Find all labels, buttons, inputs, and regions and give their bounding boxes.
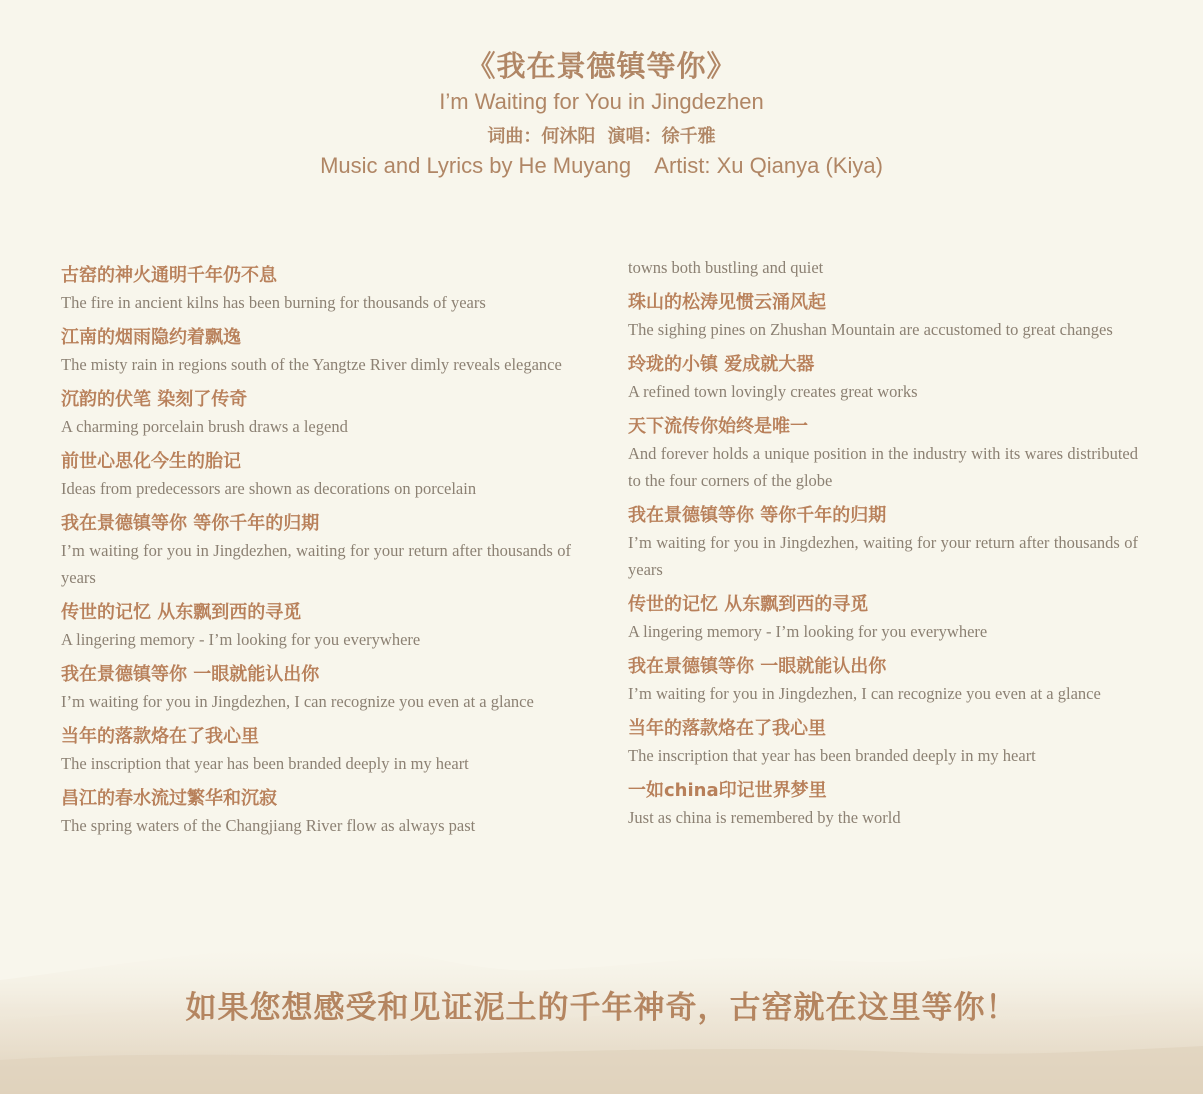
lyric-english: A charming porcelain brush draws a legend	[61, 417, 348, 436]
lyric-english: The inscription that year has been branded deeply in my heart	[628, 746, 1036, 765]
lyric-stanza	[628, 414, 1138, 494]
lyric-stanza	[61, 724, 571, 777]
lyric-chinese: 前世心思化今生的胎记	[61, 451, 241, 472]
lyric-chinese: 古窑的神火通明千年仍不息	[61, 265, 277, 286]
lyric-english: The inscription that year has been branded deeply in my heart	[61, 754, 469, 773]
lyric-english: I’m waiting for you in Jingdezhen, waiting for your return after thousands of years	[61, 541, 571, 587]
lyric-chinese: 天下流传你始终是唯一	[628, 416, 808, 437]
lyric-english: A lingering memory - I’m looking for you everywhere	[628, 622, 988, 641]
lyrics-left-column	[61, 254, 571, 839]
lyric-english: The fire in ancient kilns has been burning for thousands of years	[61, 293, 486, 312]
lyric-stanza	[61, 325, 571, 378]
lyric-stanza	[61, 662, 571, 715]
lyric-chinese: 玲珑的小镇 爱成就大器	[628, 354, 815, 375]
lyric-stanza	[628, 778, 1138, 831]
lyric-english: I’m waiting for you in Jingdezhen, I can recognize you even at a glance	[628, 684, 1101, 703]
lyric-stanza	[61, 387, 571, 440]
lyric-stanza	[628, 290, 1138, 343]
lyric-stanza	[628, 352, 1138, 405]
credits-chinese: 词曲：何沐阳 演唱：徐千雅	[487, 126, 716, 147]
lyric-chinese: 传世的记忆 从东飘到西的寻觅	[61, 602, 302, 623]
slogan: 如果您想感受和见证泥土的千年神奇，古窑就在这里等你！	[185, 990, 1018, 1026]
lyric-english: A lingering memory - I’m looking for you everywhere	[61, 630, 421, 649]
song-title-english: I’m Waiting for You in Jingdezhen	[439, 89, 764, 114]
lyric-english: A refined town lovingly creates great works	[628, 382, 918, 401]
lyric-stanza	[628, 503, 1138, 583]
lyric-chinese: 当年的落款烙在了我心里	[61, 726, 259, 747]
lyric-english: I’m waiting for you in Jingdezhen, I can recognize you even at a glance	[61, 692, 534, 711]
lyric-continuation: towns both bustling and quiet	[628, 258, 824, 277]
lyric-chinese: 传世的记忆 从东飘到西的寻觅	[628, 594, 869, 615]
lyric-english: The spring waters of the Changjiang River flow as always past	[61, 816, 476, 835]
lyric-stanza	[628, 592, 1138, 645]
lyric-stanza	[61, 449, 571, 502]
lyric-stanza	[61, 786, 571, 839]
lyric-english: I’m waiting for you in Jingdezhen, waiting for your return after thousands of years	[628, 533, 1138, 579]
lyric-english: And forever holds a unique position in the industry with its wares distributed to the four corners of the globe	[628, 444, 1138, 490]
lyric-english: The sighing pines on Zhushan Mountain are accustomed to great changes	[628, 320, 1113, 339]
lyric-chinese: 一如china印记世界梦里	[628, 780, 827, 801]
lyric-chinese: 沉韵的伏笔 染刻了传奇	[61, 389, 248, 410]
credits-english: Music and Lyrics by He Muyang Artist: Xu Qianya (Kiya)	[320, 153, 883, 178]
lyric-chinese: 当年的落款烙在了我心里	[628, 718, 826, 739]
lyric-stanza	[61, 600, 571, 653]
lyric-english: Just as china is remembered by the world	[628, 808, 901, 827]
lyric-english: The misty rain in regions south of the Yangtze River dimly reveals elegance	[61, 355, 562, 374]
lyric-chinese: 我在景德镇等你 一眼就能认出你	[61, 664, 320, 685]
lyric-stanza	[61, 511, 571, 591]
lyric-english: Ideas from predecessors are shown as decorations on porcelain	[61, 479, 477, 498]
lyric-stanza	[628, 654, 1138, 707]
lyric-chinese: 江南的烟雨隐约着飘逸	[61, 327, 241, 348]
lyrics-right-column	[628, 254, 1138, 831]
lyric-chinese: 我在景德镇等你 等你千年的归期	[61, 513, 320, 534]
lyric-chinese: 珠山的松涛见惯云涌风起	[628, 292, 826, 313]
header	[0, 44, 1203, 180]
lyric-chinese: 我在景德镇等你 一眼就能认出你	[628, 656, 887, 677]
song-title: 《我在景德镇等你》	[466, 49, 737, 83]
lyric-chinese: 我在景德镇等你 等你千年的归期	[628, 505, 887, 526]
lyric-stanza	[61, 263, 571, 316]
lyric-stanza	[628, 716, 1138, 769]
lyric-chinese: 昌江的春水流过繁华和沉寂	[61, 788, 277, 809]
